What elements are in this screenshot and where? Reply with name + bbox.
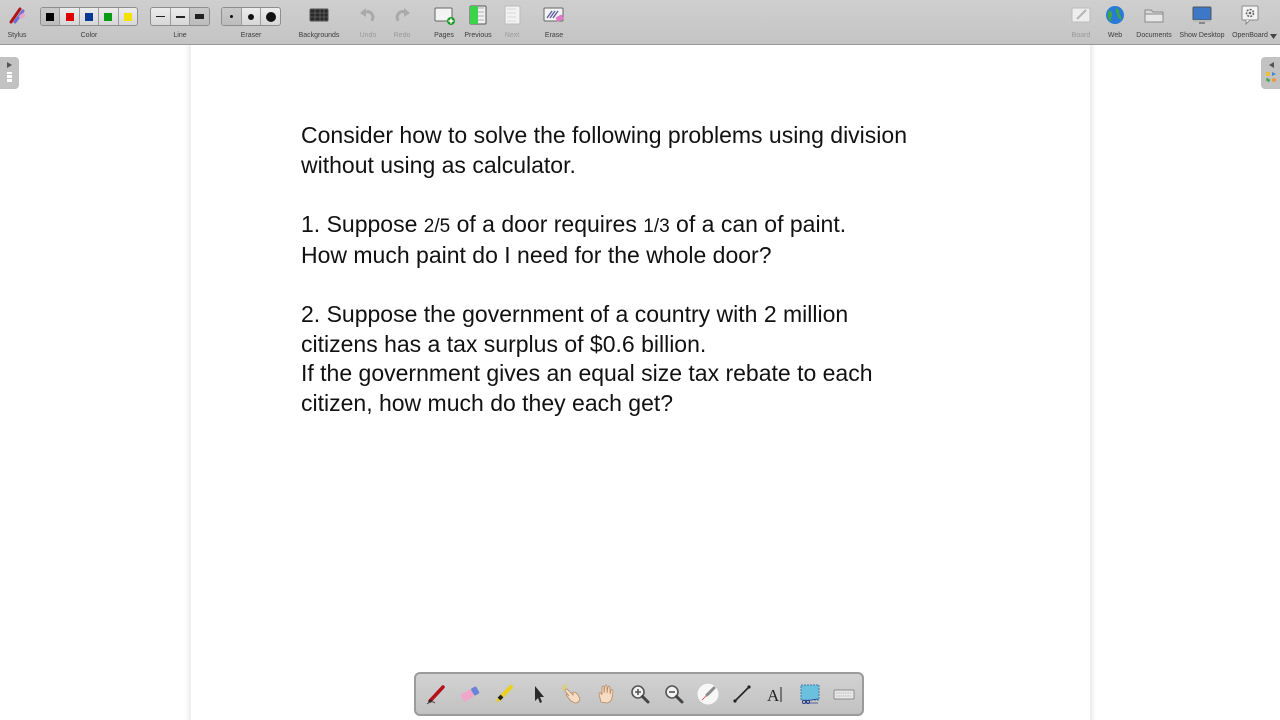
next-page-icon [501,5,523,25]
line-tool-button[interactable] [728,680,756,708]
eraser-icon [458,682,482,706]
page-thumbnails-icon [5,61,14,85]
board-page[interactable] [191,45,1090,720]
documents-button[interactable] [1134,0,1174,44]
line-width-selector [150,7,210,26]
eraser-group [221,0,281,44]
add-page-icon [433,5,455,25]
backgrounds-label: Backgrounds [298,32,340,39]
text-tool-button[interactable] [762,680,790,708]
problem-1-line-2: How much paint do I need for the whole door? [301,242,772,268]
erase-all-icon [543,5,565,25]
previous-page-icon [467,5,489,25]
left-palette-toggle[interactable] [0,57,19,89]
problem-2-line-4: citizen, how much do they each get? [301,389,674,416]
keyboard-tool-button[interactable] [830,680,858,708]
line-width-medium[interactable] [171,8,191,25]
show-desktop-label: Show Desktop [1179,32,1225,39]
gear-icon [1239,5,1261,25]
board-label: Board [1071,32,1091,39]
intro-line-2: without using as calculator. [301,151,576,178]
previous-label: Previous [464,32,492,39]
erase-label: Erase [544,32,564,39]
color-label: Color [80,32,98,39]
dropdown-arrow-icon[interactable] [1270,34,1277,39]
line-width-thin[interactable] [151,8,171,25]
next-page-button[interactable] [498,0,526,44]
problem-2-line-3: If the government gives an equal size tax rebate to each [301,360,873,386]
tool-palette [414,672,864,716]
redo-icon [391,5,413,25]
show-desktop-button[interactable] [1178,0,1226,44]
marker-tool-button[interactable] [490,680,518,708]
web-label: Web [1107,32,1123,39]
color-selector [40,7,138,26]
folder-icon [1143,5,1165,25]
redo-label: Redo [393,32,411,39]
backgrounds-button[interactable] [296,0,342,44]
line-icon [730,682,754,706]
laser-pointer-tool-button[interactable] [694,680,722,708]
screen-capture-icon [798,682,822,706]
top-toolbar [0,0,1280,45]
globe-icon [1104,5,1126,25]
problem-2-line-1: 2. Suppose the government of a country with 2 million [301,301,849,327]
page-shadow-right [1090,45,1096,720]
pages-button[interactable] [430,0,458,44]
undo-icon [357,5,379,25]
line-width-thick[interactable] [190,8,209,25]
board-icon [1070,5,1092,25]
selector-tool-button[interactable] [524,680,552,708]
intro-line-1: Consider how to solve the following problems using division [301,122,907,148]
eraser-label: Eraser [240,32,262,39]
erase-button[interactable] [538,0,570,44]
pen-tool-button[interactable] [422,680,450,708]
zoom-in-tool-button[interactable] [626,680,654,708]
zoom-in-icon [628,682,652,706]
library-icon [1265,61,1277,85]
color-yellow[interactable] [119,8,137,25]
stylus-label: Stylus [7,32,27,39]
zoom-out-icon [662,682,686,706]
backgrounds-icon [308,5,330,25]
color-blue[interactable] [80,8,99,25]
arrow-pointer-icon [526,682,550,706]
undo-button[interactable] [354,0,382,44]
page-text-block [301,121,1021,418]
eraser-size-large[interactable] [261,8,280,25]
stylus-icon [6,5,28,25]
text-icon [764,682,788,706]
pen-icon [424,682,448,706]
color-black[interactable] [41,8,60,25]
eraser-size-medium[interactable] [242,8,262,25]
eraser-size-selector [221,7,281,26]
interact-tool-button[interactable] [558,680,586,708]
previous-page-button[interactable] [462,0,494,44]
highlighter-icon [492,682,516,706]
right-palette-toggle[interactable] [1261,57,1280,89]
problem-1-line-1: 1. Suppose 2/5 of a door requires 1/3 of a can of paint. [301,210,847,237]
fraction-one-third: 1/3 [643,215,670,237]
keyboard-icon [832,682,856,706]
fraction-two-fifths: 2/5 [423,215,451,237]
stylus-button[interactable] [2,0,32,44]
capture-tool-button[interactable] [796,680,824,708]
color-red[interactable] [60,8,79,25]
color-green[interactable] [99,8,118,25]
pages-label: Pages [434,32,454,39]
zoom-out-tool-button[interactable] [660,680,688,708]
pointing-hand-icon [560,682,584,706]
undo-label: Undo [359,32,377,39]
problem-2-line-2: citizens has a tax surplus of $0.6 billion. [301,330,707,357]
openboard-label: OpenBoard [1232,32,1268,39]
board-button[interactable] [1067,0,1095,44]
desktop-icon [1191,5,1213,25]
web-button[interactable] [1101,0,1129,44]
line-label: Line [173,32,187,39]
hand-tool-button[interactable] [592,680,620,708]
openboard-menu-button[interactable] [1230,0,1270,44]
next-label: Next [504,32,520,39]
eraser-tool-button[interactable] [456,680,484,708]
color-group [40,0,138,44]
documents-label: Documents [1136,32,1172,39]
line-group [150,0,210,44]
eraser-size-small[interactable] [222,8,242,25]
laser-pointer-icon [696,682,720,706]
hand-icon [594,682,618,706]
svg-text:A: A [767,686,780,705]
redo-button[interactable] [388,0,416,44]
